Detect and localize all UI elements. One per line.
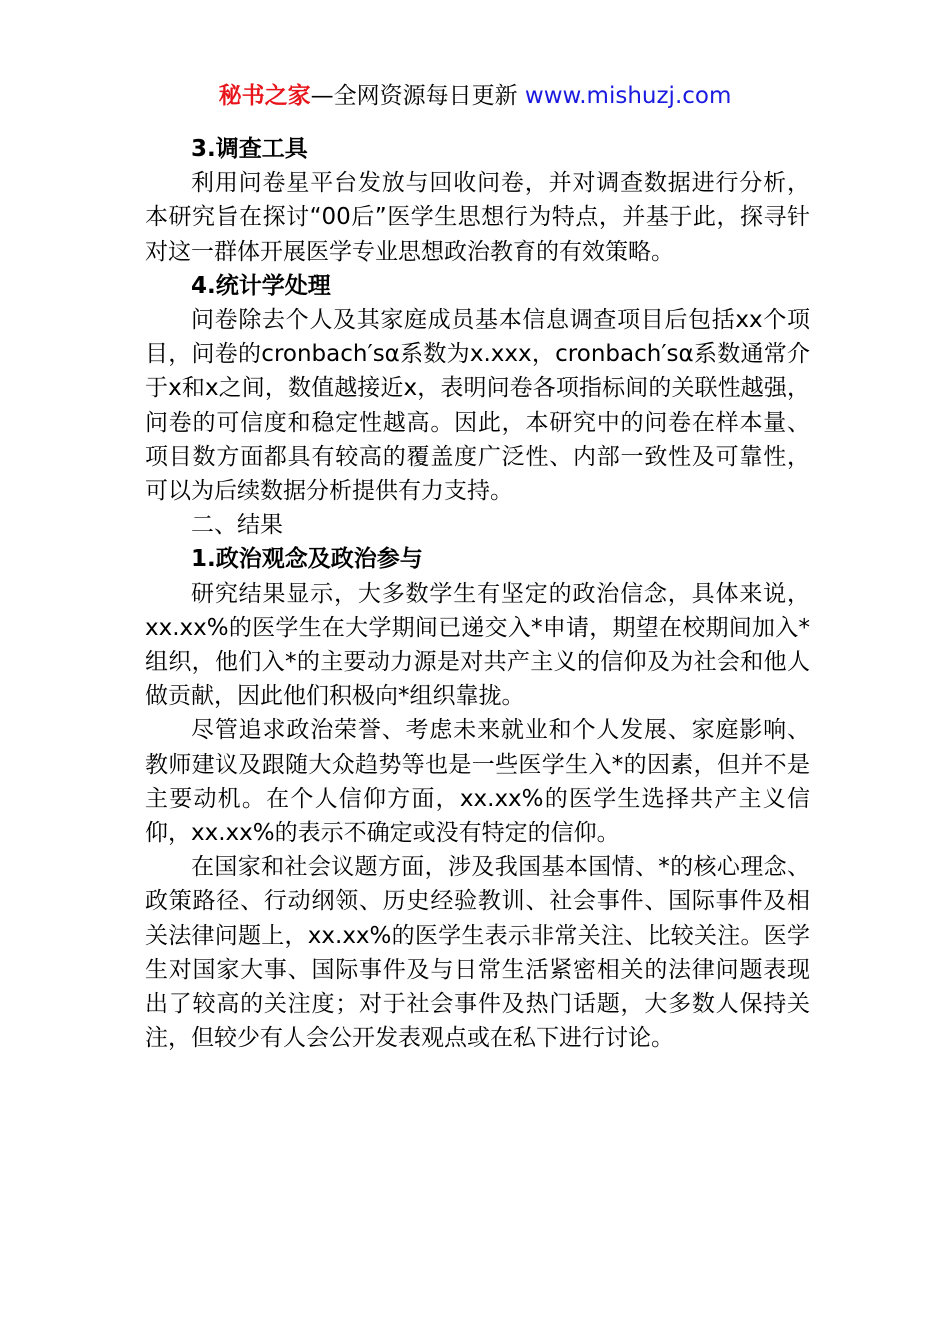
paragraph-statistics: 问卷除去个人及其家庭成员基本信息调查项目后包括xx个项目，问卷的cronbach′sα系数为x.xxx，cronbach′sα系数通常介于x和x之间，数值越接近x，表明问卷各项指标间的关联性越强，问卷的可信度和稳定性越高。因此，本研究中的问卷在样本量、项目数方面都具有较高的覆盖度广泛性、内部一致性及可靠性，可以为后续数据分析提供有力支持。 — [145, 307, 810, 505]
paragraph-social-issues: 在国家和社会议题方面，涉及我国基本国情、*的核心理念、政策路径、行动纲领、历史经验教训、社会事件、国际事件及相关法律问题上，xx.xx%的医学生表示非常关注、比较关注。医学生对国家大事、国际事件及与日常生活紧密相关的法律问题表现出了较高的关注度；对于社会事件及热门话题，大多数人保持关注，但较少有人会公开发表观点或在私下进行讨论。 — [145, 854, 810, 1052]
section-heading-political-views: 1.政治观念及政治参与 — [191, 546, 423, 573]
section-heading-survey-tools: 3.调查工具 — [191, 136, 308, 162]
section-heading-statistics: 4.统计学处理 — [191, 272, 331, 299]
section-heading-results: 二、结果 — [191, 512, 283, 539]
paragraph-motivations: 尽管追求政治荣誉、考虑未来就业和个人发展、家庭影响、教师建议及跟随大众趋势等也是一些医学生入*的因素，但并不是主要动机。在个人信仰方面，xx.xx%的医学生选择共产主义信仰，xx.xx%的表示不确定或没有特定的信仰。 — [145, 717, 810, 847]
paragraph-political-beliefs: 研究结果显示，大多数学生有坚定的政治信念，具体来说，xx.xx%的医学生在大学期间已递交入*申请，期望在校期间加入*组织，他们入*的主要动力源是对共产主义的信仰及为社会和他人做贡献，因此他们积极向*组织靠拢。 — [145, 580, 810, 710]
site-url-link[interactable]: www.mishuzj.com — [524, 83, 732, 109]
paragraph-survey-tools: 利用问卷星平台发放与回收问卷，并对调查数据进行分析，本研究旨在探讨“00后”医学生思想行为特点，并基于此，探寻针对这一群体开展医学专业思想政治教育的有效策略。 — [145, 170, 810, 265]
site-header — [0, 80, 950, 112]
site-tagline: —全网资源每日更新 — [310, 83, 518, 109]
site-brand: 秘书之家 — [218, 83, 311, 109]
document-body — [145, 132, 810, 1055]
